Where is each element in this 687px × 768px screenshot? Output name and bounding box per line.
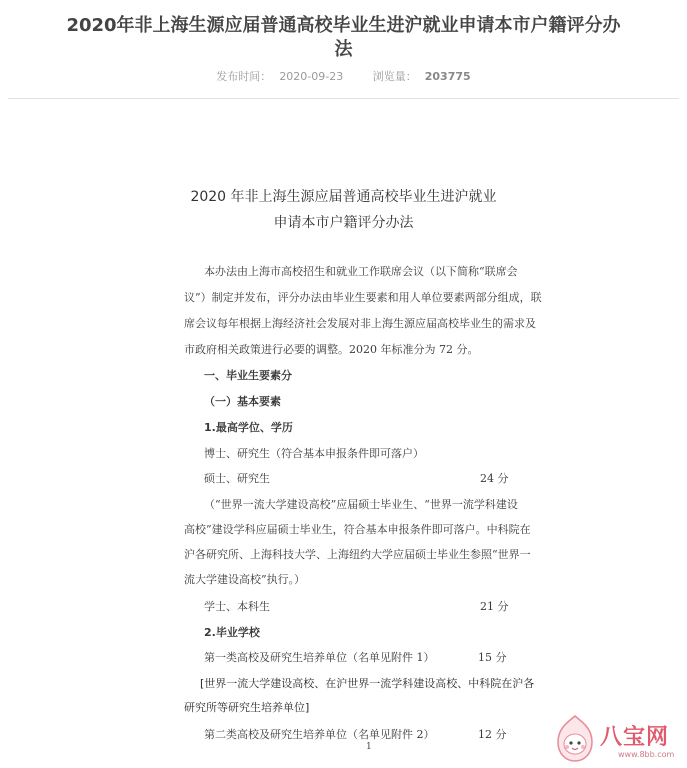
master-note-line: 流大学建设高校”执行。） <box>184 573 306 586</box>
class1-note-line: [世界一流大学建设高校、在沪世界一流学科建设高校、中科院在沪各 <box>200 677 535 690</box>
intro-line: 议”）制定并发布，评分办法由毕业生要素和用人单位要素两部分组成，联 <box>184 291 542 304</box>
section-heading: 一、毕业生要素分 <box>204 369 292 382</box>
bachelor-line: 学士、本科生 <box>204 600 270 613</box>
watermark-brand: 八宝网 <box>600 725 670 750</box>
page-title: 2020年非上海生源应届普通高校毕业生进沪就业申请本市户籍评分办法 <box>66 15 621 60</box>
views-count: 203775 <box>424 70 471 83</box>
master-line: 硕士、研究生 <box>204 472 270 485</box>
page-number: 1 <box>366 742 372 752</box>
watermark-logo <box>552 714 682 764</box>
class2-score: 12 分 <box>478 728 507 741</box>
master-note-line: （“世界一流大学建设高校”应届硕士毕业生、“世界一流学科建设 <box>204 498 518 511</box>
master-note-line: 沪各研究所、上海科技大学、上海纽约大学应届硕士毕业生参照“世界一 <box>184 548 531 561</box>
subsection-heading: （一）基本要素 <box>204 395 281 408</box>
doctor-line: 博士、研究生（符合基本申报条件即可落户） <box>204 447 424 460</box>
intro-line: 本办法由上海市高校招生和就业工作联席会议（以下简称“联席会 <box>204 265 518 278</box>
article-header <box>0 0 687 100</box>
class1-note-line: 研究所等研究生培养单位] <box>184 701 310 714</box>
bachelor-score: 21 分 <box>480 600 509 613</box>
article-meta <box>0 68 687 84</box>
intro-line: 市政府相关政策进行必要的调整。2020 年标准分为 72 分。 <box>184 343 479 356</box>
class1-line: 第一类高校及研究生培养单位（名单见附件 1） <box>204 651 435 664</box>
doc-title-line-2: 申请本市户籍评分办法 <box>273 215 414 231</box>
publish-label: 发布时间： <box>216 70 272 83</box>
item-heading: 1.最高学位、学历 <box>204 421 293 434</box>
document-image <box>0 100 687 768</box>
header-divider <box>8 98 679 99</box>
views-label: 浏览量： <box>372 70 417 83</box>
doc-title-line-1: 2020 年非上海生源应届普通高校毕业生进沪就业 <box>190 189 497 205</box>
master-note-line: 高校”建设学科应届硕士毕业生，符合基本申报条件即可落户。中科院在 <box>184 523 531 536</box>
master-score: 24 分 <box>480 472 509 485</box>
item-heading: 2.毕业学校 <box>204 626 260 639</box>
mascot-icon <box>552 714 598 764</box>
intro-line: 席会议每年根据上海经济社会发展对非上海生源应届高校毕业生的需求及 <box>184 317 536 330</box>
watermark-url: www.8bb.com <box>618 750 675 759</box>
class2-line: 第二类高校及研究生培养单位（名单见附件 2） <box>204 728 435 741</box>
class1-score: 15 分 <box>478 651 507 664</box>
publish-date: 2020-09-23 <box>279 70 344 83</box>
